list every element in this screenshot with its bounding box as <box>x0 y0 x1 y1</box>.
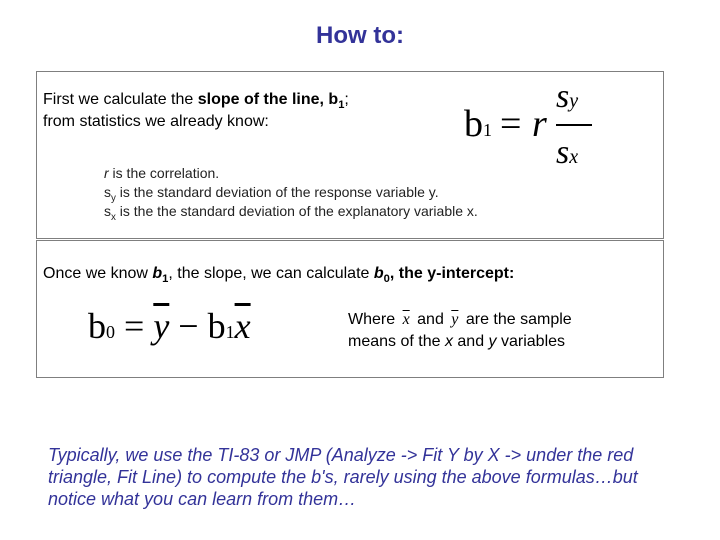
slope-intro-line2: from statistics we already know: <box>43 113 269 130</box>
footer-note: Typically, we use the TI-83 or JMP (Analyze -> Fit Y by X -> under the red triangle, Fit Line) to compute the b's, rarely using the above formulas…but notice what you can learn from them… <box>48 445 638 509</box>
fraction-bar <box>556 124 592 126</box>
definition-sx: $s_x$ is the the standard deviation of the explanatory variable x. <box>104 203 478 223</box>
intercept-formula-xbar: $\overline{x}$ <box>234 306 251 346</box>
intercept-formula <box>88 306 288 350</box>
slope-intro-prefix: First we calculate the <box>43 91 198 108</box>
slope-formula-r: r <box>532 103 547 145</box>
intercept-intro: Once we know $b_1$, the slope, we can calculate $b_0$, the y-intercept: <box>43 265 515 286</box>
slope-formula <box>460 78 610 178</box>
means-note-line2: means of the x and y variables <box>348 333 566 350</box>
intercept-formula-b1: b1 <box>207 306 235 346</box>
intercept-formula-b0: b0 <box>88 306 115 346</box>
slope-formula-numerator: sy <box>556 78 579 115</box>
page-title: How to: <box>316 22 404 49</box>
slope-intro-bold: slope of the line, $b_1$ <box>197 91 345 112</box>
slope-intro-line1: First we calculate the slope of the line, $b_1$; <box>43 91 349 112</box>
definition-r: r is the correlation. <box>104 165 220 181</box>
means-note-line1: Where $\overline{x}$ and $\overline{y}$ are the sample <box>348 311 572 328</box>
intercept-formula-equals: = <box>124 306 145 346</box>
note-ybar: $\overline{y}$ <box>451 311 459 328</box>
intercept-formula-ybar: $\overline{y}$ <box>153 306 170 346</box>
definition-sy: $s_y$ is the standard deviation of the response variable y. <box>104 184 439 204</box>
note-xbar: $\overline{x}$ <box>402 311 410 328</box>
slope-formula-equals: = <box>500 103 522 145</box>
slope-formula-lhs: b1 <box>464 103 492 145</box>
intercept-formula-minus: − <box>178 306 199 346</box>
slope-formula-denominator: sx <box>556 134 579 171</box>
